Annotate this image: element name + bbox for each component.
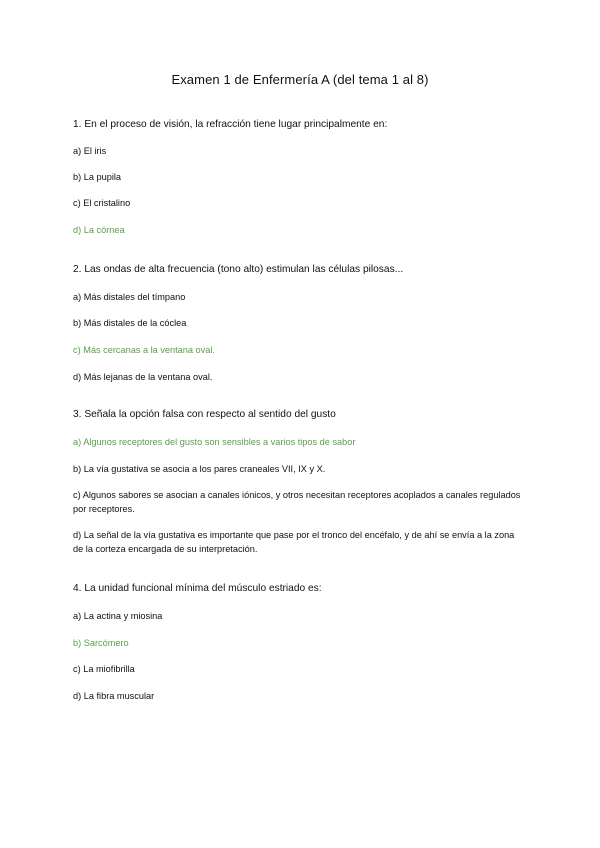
q1-option-c: c) El cristalino	[73, 198, 131, 208]
q4-option-c: c) La miofibrilla	[73, 664, 135, 674]
q1-option-b: b) La pupila	[73, 172, 122, 182]
question-3: 3. Señala la opción falsa con respecto al sentido del gusto	[73, 409, 336, 420]
q3-option-a-correct: a) Algunos receptores del gusto son sensibles a varios tipos de sabor	[73, 437, 356, 447]
question-1: 1. En el proceso de visión, la refracción tiene lugar principalmente en:	[73, 119, 388, 130]
q1-option-a: a) El iris	[73, 146, 107, 156]
question-2: 2. Las ondas de alta frecuencia (tono alto) estimulan las células pilosas...	[73, 264, 404, 275]
q3-option-c: c) Algunos sabores se asocian a canales iónicos, y otros necesitan receptores acoplados a canales regulados por receptores.	[73, 490, 521, 514]
q1-option-d-correct: d) La córnea	[73, 225, 125, 235]
q3-option-b: b) La vía gustativa se asocia a los pares craneales VII, IX y X.	[73, 464, 326, 474]
q2-option-c-correct: c) Más cercanas a la ventana oval.	[73, 345, 215, 355]
page-title: Examen 1 de Enfermería A (del tema 1 al 8)	[171, 72, 429, 87]
q2-option-b: b) Más distales de la cóclea	[73, 318, 187, 328]
question-4: 4. La unidad funcional mínima del músculo estriado es:	[73, 583, 322, 594]
q3-option-d: d) La señal de la vía gustativa es importante que pase por el tronco del encéfalo, y de ahí se envía a la zona de la corteza encargada de su interpretación.	[73, 530, 515, 554]
q2-option-a: a) Más distales del tímpano	[73, 292, 186, 302]
q2-option-d: d) Más lejanas de la ventana oval.	[73, 372, 213, 382]
q4-option-a: a) La actina y miosina	[73, 611, 163, 621]
q4-option-b-correct: b) Sarcómero	[73, 638, 129, 648]
q4-option-d: d) La fibra muscular	[73, 691, 155, 701]
